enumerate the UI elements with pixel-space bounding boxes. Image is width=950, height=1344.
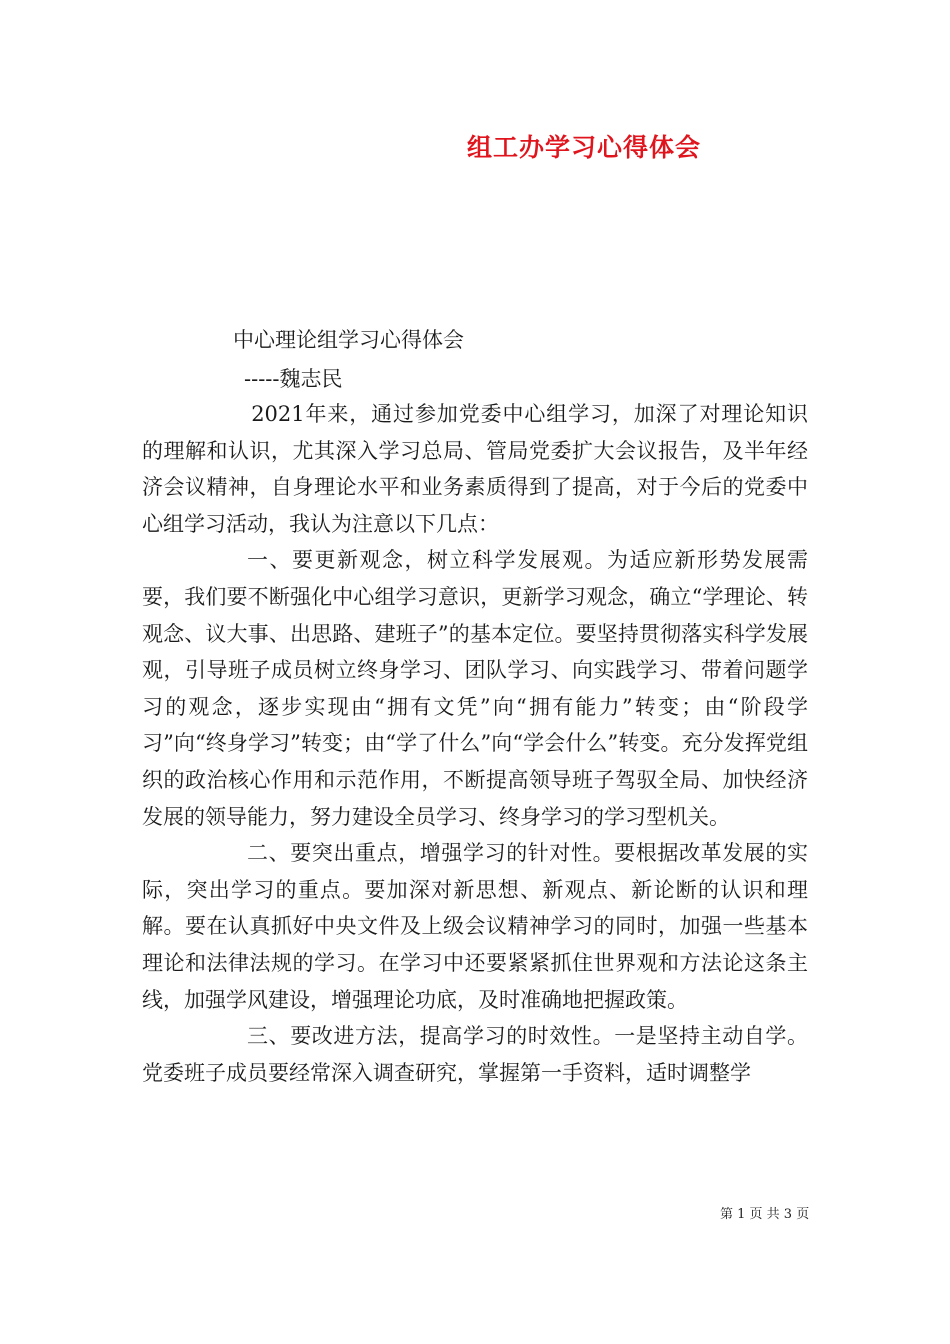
paragraph-intro: 2021年来，通过参加党委中心组学习，加深了对理论知识的理解和认识，尤其深入学习总局、管局党委扩大会议报告，及半年经济会议精神，自身理论水平和业务素质得到了提高，对于今后的党委中心组学习活动，我认为注意以下几点： — [142, 402, 808, 536]
paragraph-point-3: 三、要改进方法，提高学习的时效性。一是坚持主动自学。党委班子成员要经常深入调查研究，掌握第一手资料，适时调整学 — [142, 1024, 808, 1085]
paragraph-point-2: 二、要突出重点，增强学习的针对性。要根据改革发展的实际，突出学习的重点。要加深对新思想、新观点、新论断的认识和理解。要在认真抓好中央文件及上级会议精神学习的同时，加强一些基本理论和法律法规的学习。在学习中还要紧紧抓住世界观和方法论这条主线，加强学风建设，增强理论功底，及时准确地把握政策。 — [142, 841, 808, 1012]
document-author: -----魏志民 — [244, 367, 343, 391]
document-title: 组工办学习心得体会 — [466, 133, 701, 162]
document-body — [142, 396, 808, 1091]
page-number-footer: 第 1 页 共 3 页 — [720, 1207, 810, 1222]
paragraph-point-1: 一、要更新观念，树立科学发展观。为适应新形势发展需要，我们要不断强化中心组学习意识，更新学习观念，确立“学理论、转观念、议大事、出思路、建班子”的基本定位。要坚持贯彻落实科学发展观，引导班子成员树立终身学习、团队学习、向实践学习、带着问题学习的观念，逐步实现由“拥有文凭”向“拥有能力”转变；由“阶段学习”向“终身学习”转变；由“学了什么”向“学会什么”转变。充分发挥党组织的政治核心作用和示范作用，不断提高领导班子驾驭全局、加快经济发展的领导能力，努力建设全员学习、终身学习的学习型机关。 — [142, 548, 808, 829]
document-subtitle: 中心理论组学习心得体会 — [233, 328, 464, 352]
